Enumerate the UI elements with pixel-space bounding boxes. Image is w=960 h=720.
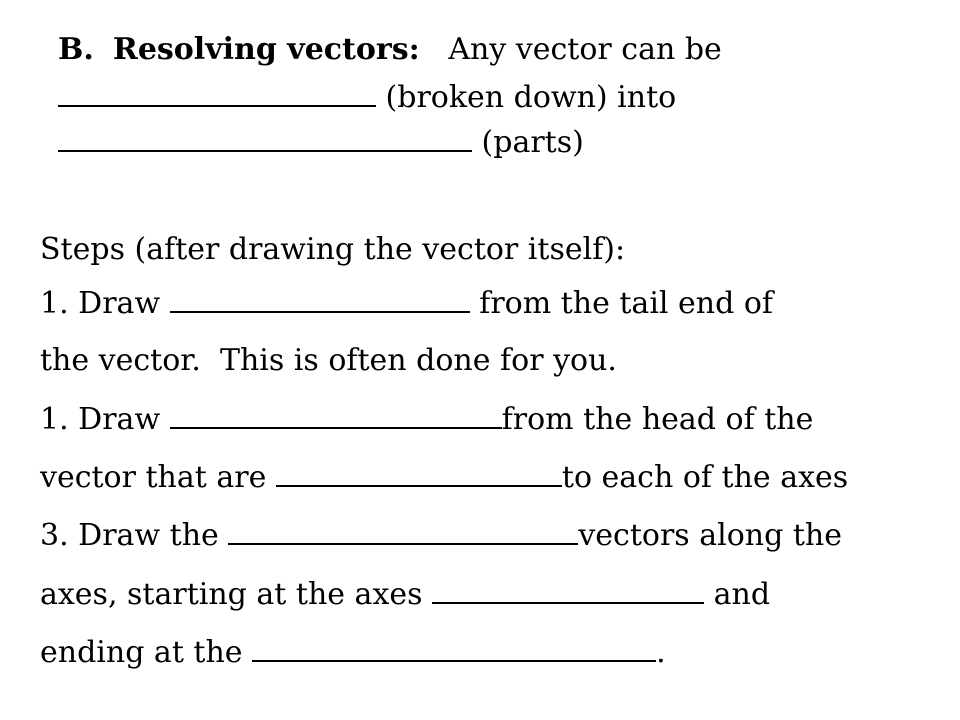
section-line2-text: (broken down) into bbox=[385, 80, 677, 115]
section-line-2 bbox=[58, 79, 676, 116]
step-2-continuation bbox=[40, 459, 848, 496]
step-1-continuation bbox=[40, 343, 617, 379]
step-3-end bbox=[40, 634, 666, 671]
blank-step-3c bbox=[252, 634, 656, 662]
section-line-3 bbox=[58, 124, 584, 161]
blank-step-2b bbox=[276, 459, 562, 487]
step-3-end-prefix: ending at the bbox=[40, 635, 243, 670]
section-heading-colon: : bbox=[408, 32, 420, 67]
step-3-line bbox=[40, 517, 842, 554]
step-3-prefix: 3. Draw the bbox=[40, 518, 219, 553]
blank-step-3b bbox=[432, 576, 704, 604]
blank-components bbox=[58, 124, 472, 152]
step-3-cont-suffix: and bbox=[713, 577, 771, 612]
section-letter: B. bbox=[58, 32, 94, 67]
steps-heading bbox=[40, 232, 625, 268]
blank-step-1 bbox=[170, 285, 470, 313]
step-1-line bbox=[40, 285, 773, 322]
section-heading: Resolving vectors bbox=[112, 32, 409, 67]
steps-heading-text: Steps (after drawing the vector itself): bbox=[40, 232, 626, 267]
blank-resolved bbox=[58, 79, 376, 107]
section-intro: Any vector can be bbox=[448, 32, 722, 67]
step-2-cont-suffix: to each of the axes bbox=[561, 460, 849, 495]
step-1-cont-text: the vector. This is often done for you. bbox=[40, 343, 617, 378]
step-3-suffix: vectors along the bbox=[578, 518, 842, 553]
section-heading-line bbox=[58, 32, 722, 68]
step-2-prefix: 1. Draw bbox=[40, 402, 161, 437]
section-line3-text: (parts) bbox=[481, 125, 584, 160]
blank-step-3 bbox=[228, 517, 578, 545]
step-3-end-suffix: . bbox=[656, 635, 666, 670]
step-1-suffix: from the tail end of bbox=[479, 286, 774, 321]
blank-step-2 bbox=[170, 401, 502, 429]
step-1-prefix: 1. Draw bbox=[40, 286, 161, 321]
step-2-cont-prefix: vector that are bbox=[40, 460, 267, 495]
step-2-line bbox=[40, 401, 813, 438]
step-3-continuation bbox=[40, 576, 770, 613]
step-3-cont-prefix: axes, starting at the axes bbox=[40, 577, 423, 612]
step-2-suffix: from the head of the bbox=[501, 402, 814, 437]
